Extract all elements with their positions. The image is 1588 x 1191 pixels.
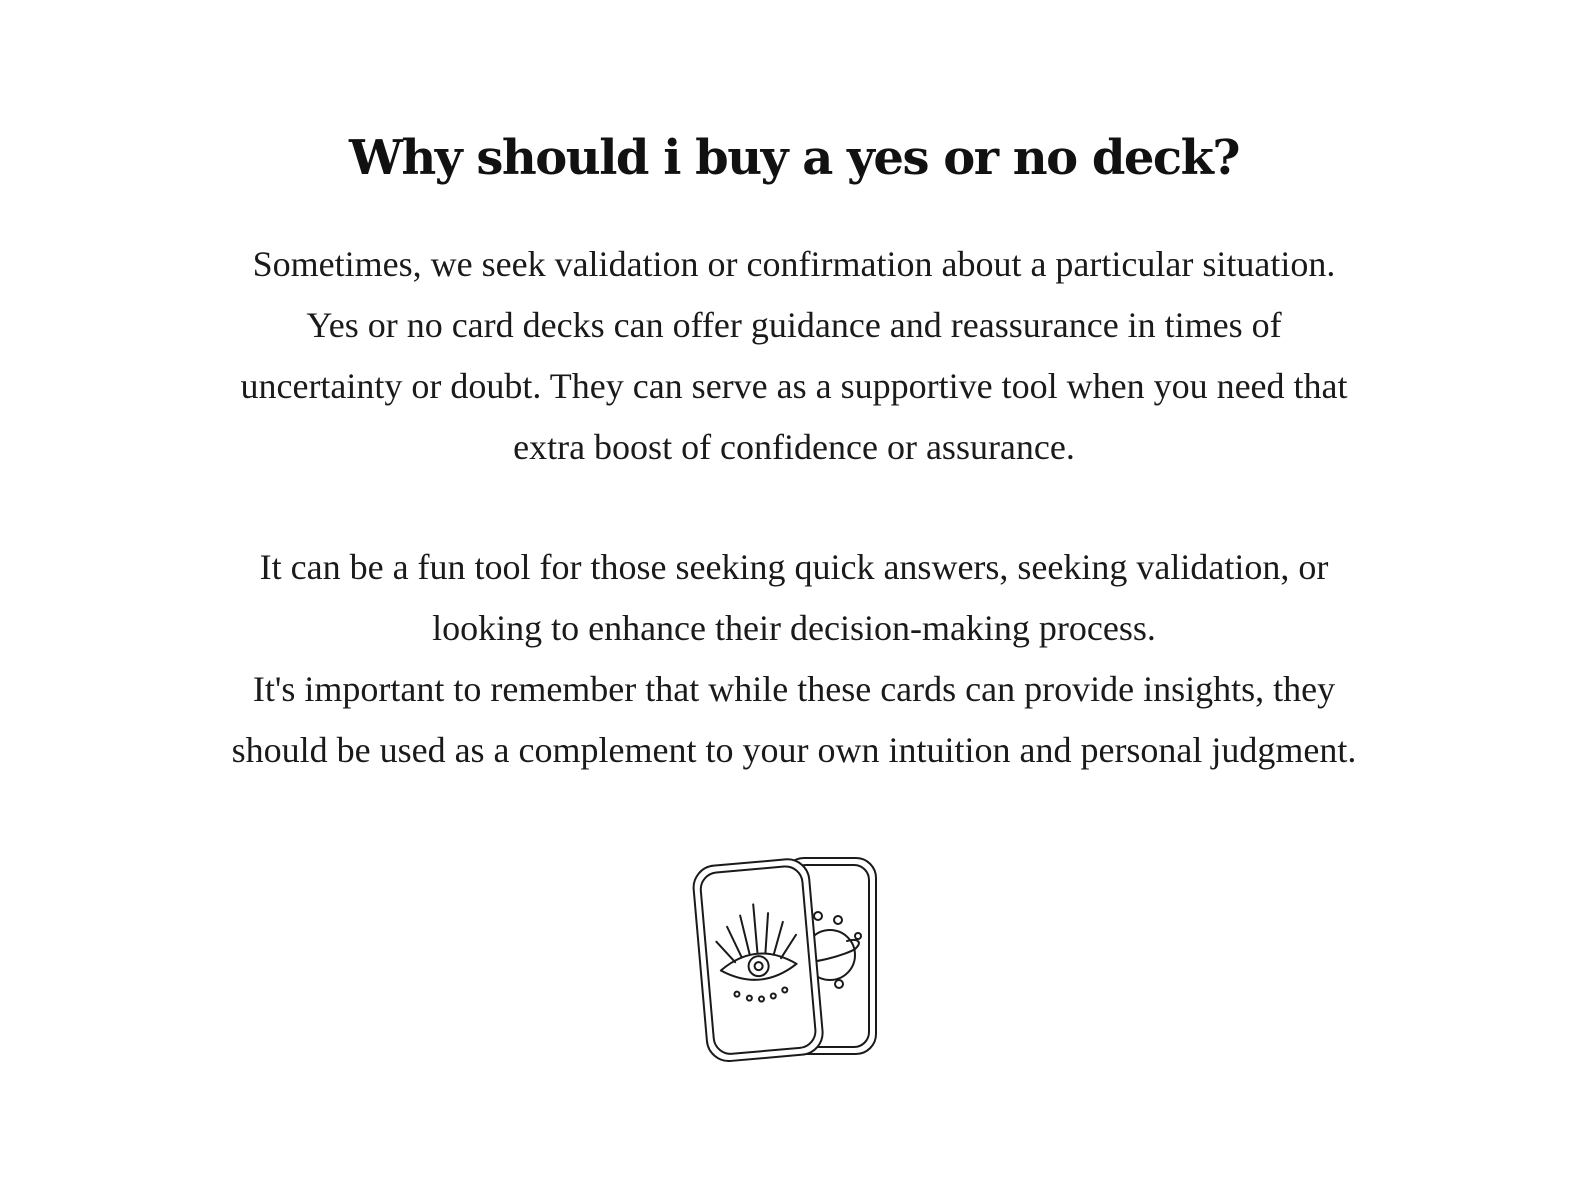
page-title: Why should i buy a yes or no deck? (348, 130, 1240, 186)
paragraph-line: should be used as a complement to your own intuition and personal judgment. (231, 730, 1357, 770)
stars-icon (812, 912, 861, 993)
paragraph-validation (80, 234, 1508, 478)
paragraph-line: It can be a fun tool for those seeking quick answers, seeking validation, or (259, 547, 1329, 587)
paragraph-line: Sometimes, we seek validation or confirmation about a particular situation. (252, 244, 1336, 284)
paragraph-line: uncertainty or doubt. They can serve as a supportive tool when you need that (240, 366, 1348, 406)
paragraph-line: It's important to remember that while these cards can provide insights, they (252, 669, 1336, 709)
paragraph-fun-tool (80, 537, 1508, 781)
eye-card-icon (692, 857, 825, 1062)
tarot-cards-icon (690, 852, 890, 1067)
paragraph-line: extra boost of confidence or assurance. (513, 427, 1075, 467)
paragraph-line: Yes or no card decks can offer guidance and reassurance in times of (306, 305, 1282, 345)
paragraph-line: looking to enhance their decision-making process. (432, 608, 1156, 648)
